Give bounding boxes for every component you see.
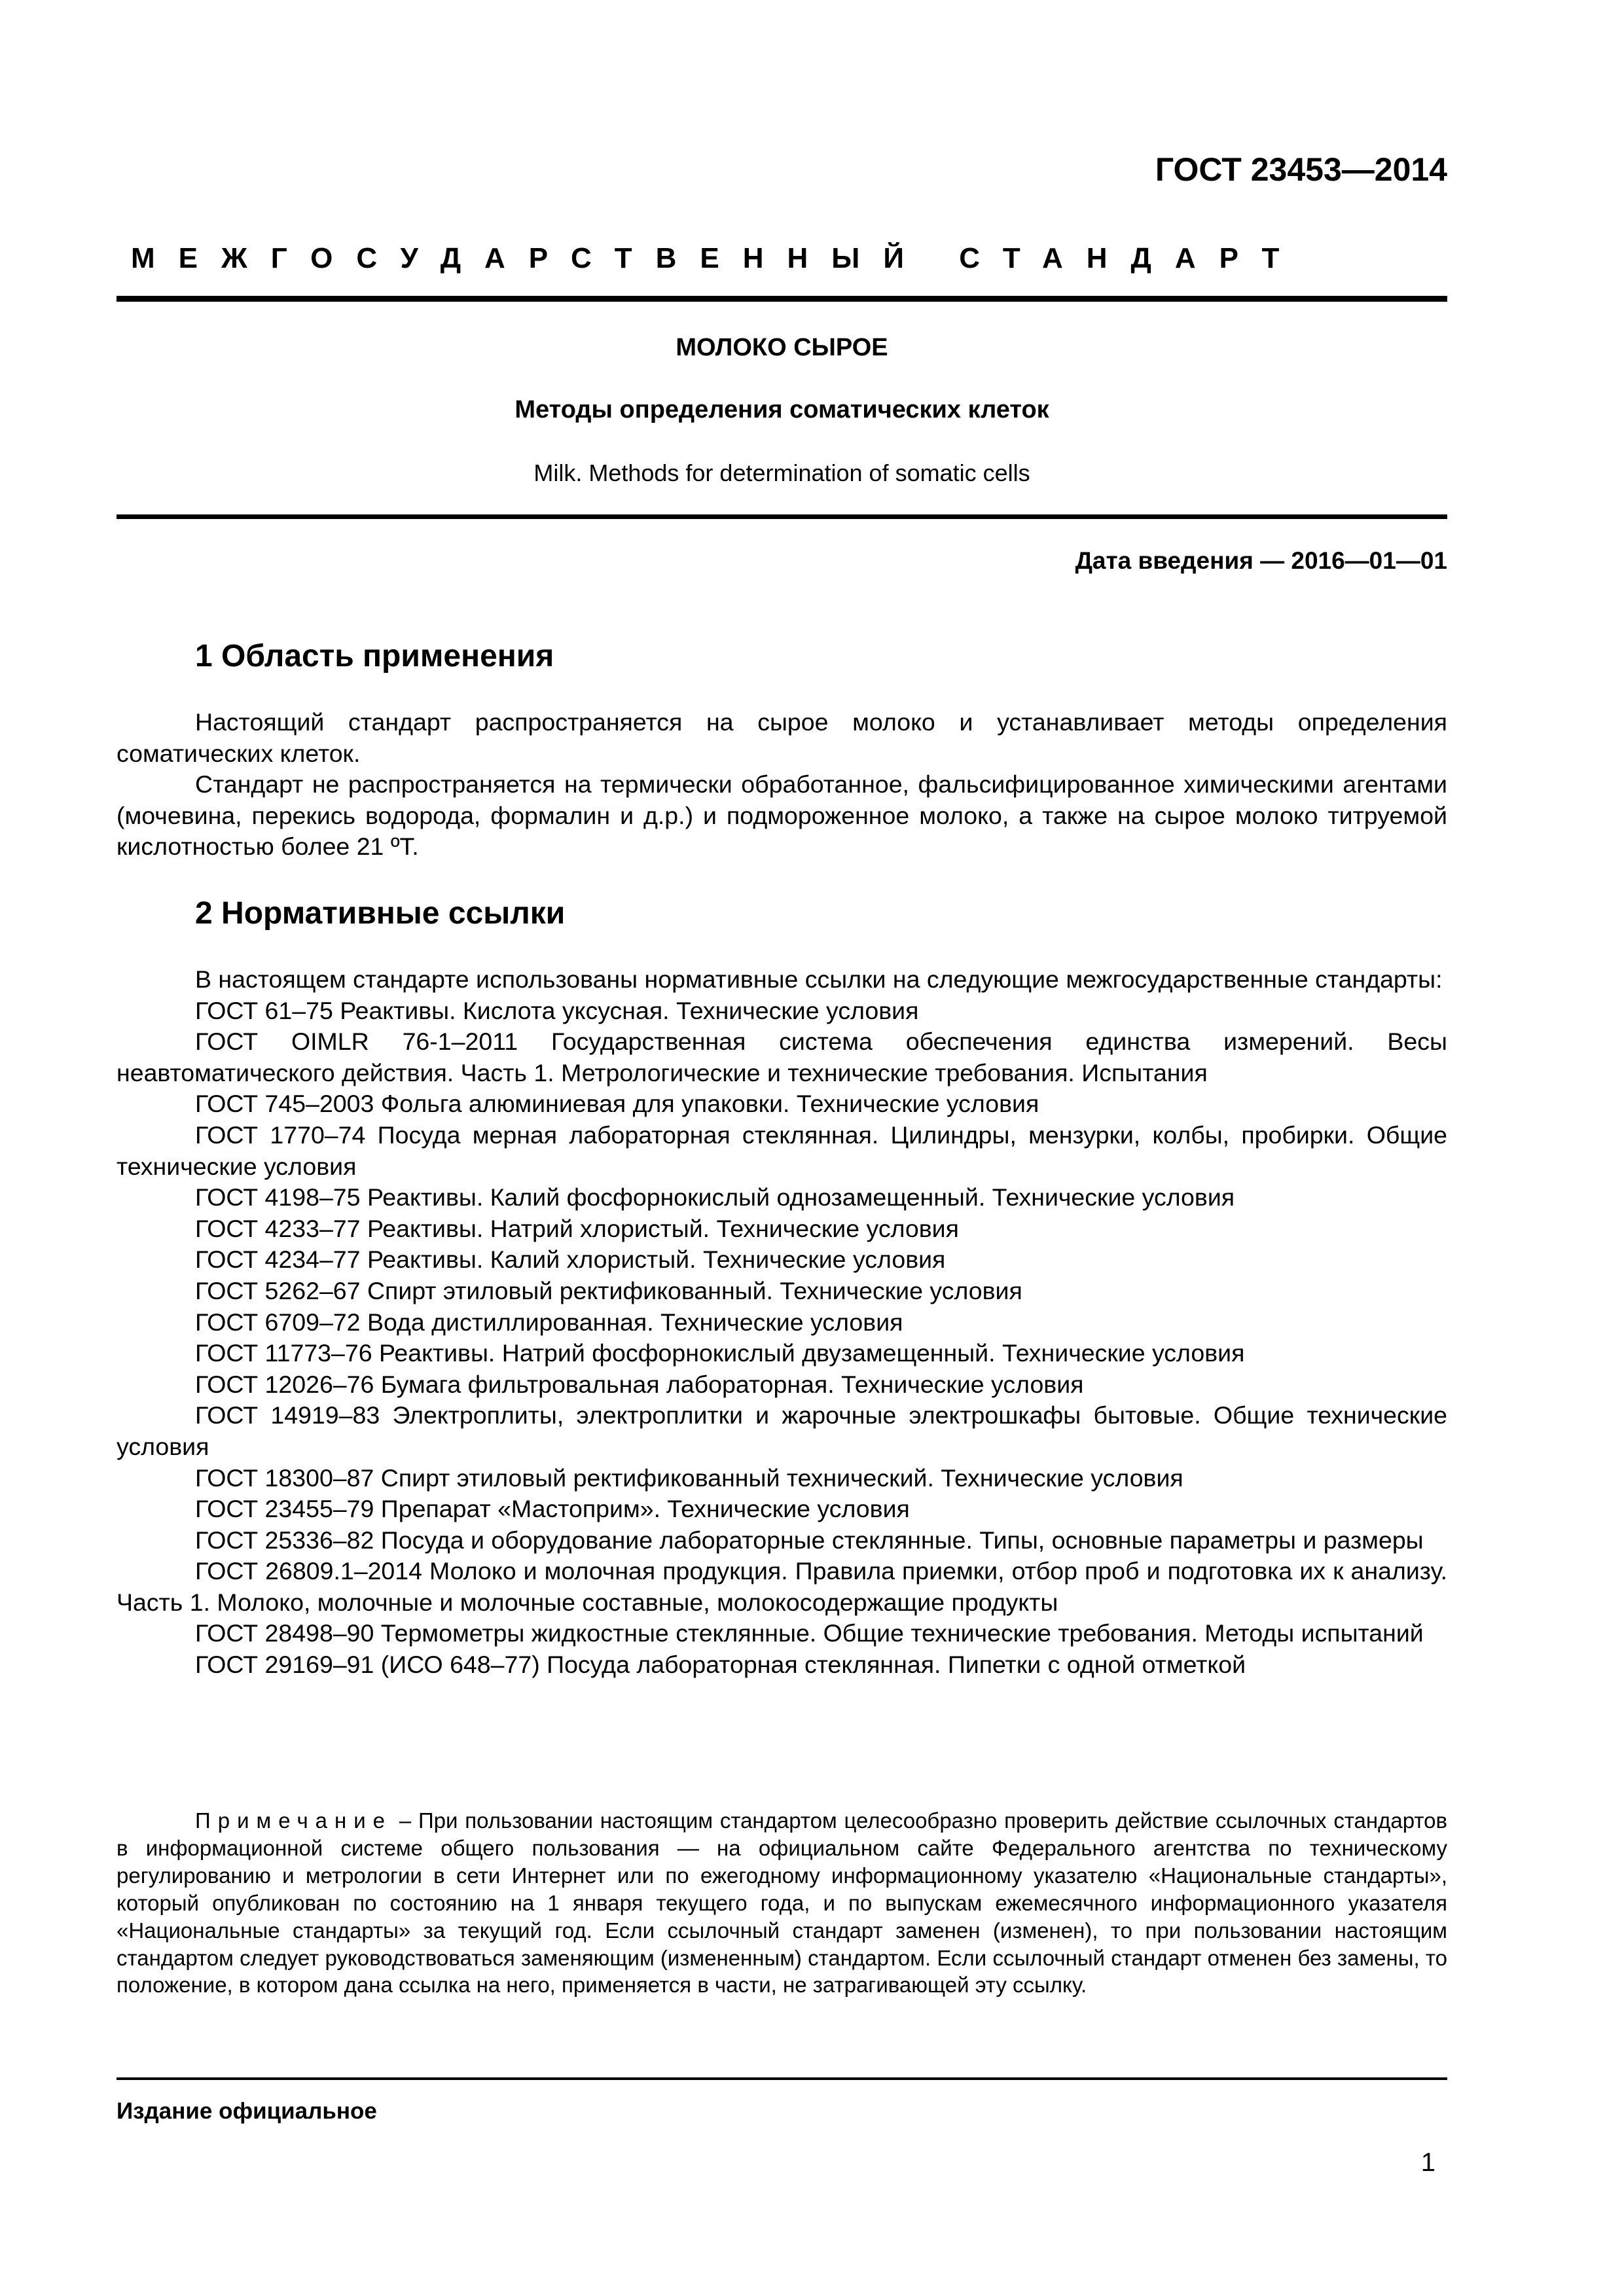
- reference-item: ГОСТ 28498–90 Термометры жидкостные стеклянные. Общие технические требования. Методы испытаний: [195, 1619, 1424, 1647]
- standard-number: ГОСТ 23453—2014: [1155, 151, 1447, 188]
- reference-item: ГОСТ 4233–77 Реактивы. Натрий хлористый. Технические условия: [195, 1214, 959, 1242]
- page-number: 1: [1420, 2148, 1435, 2177]
- paragraph: Настоящий стандарт распространяется на сырое молоко и устанавливает методы определения соматических клеток.: [117, 708, 1447, 767]
- section-2-heading: 2 Нормативные ссылки: [195, 896, 566, 931]
- introduction-date: Дата введения — 2016—01—01: [1075, 547, 1447, 574]
- reference-item: ГОСТ 5262–67 Спирт этиловый ректификованный. Технические условия: [195, 1276, 1022, 1304]
- note-text: – При пользовании настоящим стандартом целесообразно проверить действие ссылочных стандартов в информационной системе общего пользования — на официальном сайте Федерального агентства по техническому регулированию и метрологии в сети Интернет или по ежегодному информационному указателю «Национальные стандарты», который опубликован по состоянию на 1 января текущего года, и по выпускам ежемесячного информационного указателя «Национальные стандарты» за текущий год. Если ссылочный стандарт заменен (изменен), то при пользовании настоящим стандартом следует руководствоваться заменяющим (измененным) стандартом. Если ссылочный стандарт отменен без замены, то положение, в котором дана ссылка на него, применяется в части, не затрагивающей эту ссылку.: [117, 1808, 1447, 1998]
- reference-item: ГОСТ 61–75 Реактивы. Кислота уксусная. Технические условия: [195, 996, 919, 1024]
- reference-item: ГОСТ 745–2003 Фольга алюминиевая для упаковки. Технические условия: [195, 1090, 1039, 1118]
- standard-type-heading: МЕЖГОСУДАРСТВЕННЫЙ СТАНДАРТ: [131, 242, 1303, 274]
- document-title: МОЛОКО СЫРОЕ: [676, 334, 888, 361]
- reference-item: ГОСТ 14919–83 Электроплиты, электроплитки и жарочные электрошкафы бытовые. Общие технические условия: [117, 1401, 1447, 1460]
- note-paragraph: [117, 1807, 1447, 1999]
- reference-item: ГОСТ 29169–91 (ИСО 648–77) Посуда лабораторная стеклянная. Пипетки с одной отметкой: [195, 1651, 1246, 1679]
- reference-item: ГОСТ 26809.1–2014 Молоко и молочная продукция. Правила приемки, отбор проб и подготовка их к анализу. Часть 1. Молоко, молочные и молочные составные, молокосодержащие продукты: [117, 1557, 1447, 1616]
- reference-item: ГОСТ 1770–74 Посуда мерная лабораторная стеклянная. Цилиндры, мензурки, колбы, пробирки. Общие технические условия: [117, 1121, 1447, 1180]
- reference-item: ГОСТ 25336–82 Посуда и оборудование лабораторные стеклянные. Типы, основные параметры и размеры: [195, 1526, 1424, 1554]
- document-subtitle: Методы определения соматических клеток: [514, 396, 1049, 423]
- reference-item: ГОСТ 4234–77 Реактивы. Калий хлористый. Технические условия: [195, 1246, 946, 1274]
- reference-item: ГОСТ 12026–76 Бумага фильтровальная лабораторная. Технические условия: [195, 1370, 1084, 1398]
- reference-item: ГОСТ 4198–75 Реактивы. Калий фосфорнокислый однозамещенный. Технические условия: [195, 1183, 1235, 1211]
- paragraph: В настоящем стандарте использованы нормативные ссылки на следующие межгосударственные стандарты:: [195, 965, 1443, 993]
- reference-item: ГОСТ 23455–79 Препарат «Мастоприм». Технические условия: [195, 1495, 910, 1523]
- section-1-body: [117, 707, 1447, 863]
- edition-label: Издание официальное: [117, 2098, 377, 2124]
- reference-item: ГОСТ 6709–72 Вода дистиллированная. Технические условия: [195, 1308, 903, 1336]
- note-label: Примечание: [195, 1808, 393, 1833]
- paragraph: Стандарт не распространяется на термически обработанное, фальсифицированное химическими агентами (мочевина, перекись водорода, формалин и д.р.) и подмороженное молоко, а также на сырое молоко титруемой кислотностью более 21 ºТ.: [117, 770, 1447, 861]
- top-divider: [117, 296, 1447, 302]
- footer-divider: [117, 2077, 1447, 2080]
- document-title-english: Milk. Methods for determination of somatic cells: [533, 459, 1030, 486]
- reference-item: ГОСТ 11773–76 Реактивы. Натрий фосфорнокислый двузамещенный. Технические условия: [195, 1339, 1245, 1367]
- section-2-body: [117, 964, 1447, 1681]
- section-1-heading: 1 Область применения: [195, 639, 554, 673]
- reference-item: ГОСТ 18300–87 Спирт этиловый ректификованный технический. Технические условия: [195, 1463, 1183, 1492]
- reference-item: ГОСТ OIMLR 76-1–2011 Государственная система обеспечения единства измерений. Весы неавтоматического действия. Часть 1. Метрологические и технические требования. Испытания: [117, 1028, 1447, 1086]
- title-divider: [117, 514, 1447, 519]
- note-block: [117, 1807, 1447, 1999]
